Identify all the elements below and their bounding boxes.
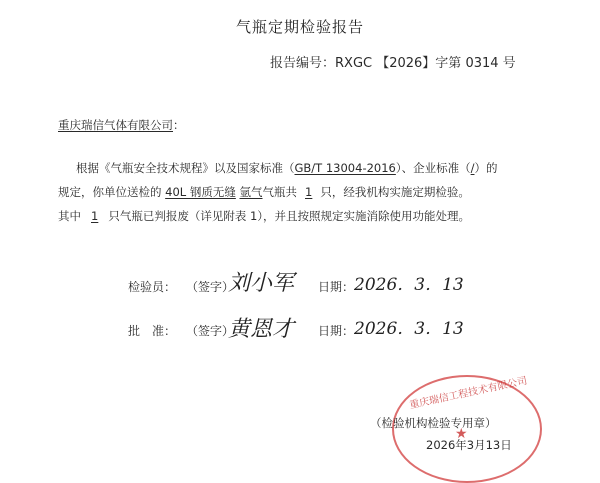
- total-count: 1: [305, 185, 313, 199]
- seal-org-text: 重庆瑞信工程技术有限公司: [408, 375, 529, 412]
- gas-type: 氩气: [239, 185, 263, 199]
- recipient-colon: ：: [173, 118, 185, 132]
- line2-prefix: 规定，你单位送检的: [58, 185, 162, 199]
- seal-label: （检验机构检验专用章）: [370, 416, 497, 430]
- enterprise-standard: /: [470, 161, 475, 175]
- seal-date: 2026年3月13日: [426, 438, 512, 452]
- body-line-1: [76, 160, 497, 176]
- seal-star-icon: ★: [455, 426, 468, 442]
- national-standard: GB/T 13004-2016: [294, 161, 396, 175]
- line1-prefix: 根据《气瓶安全技术规程》以及国家标准（: [76, 161, 295, 175]
- line3-suffix: 只气瓶已判报废（详见附表 1），并且按照规定实施消除使用功能处理。: [108, 209, 471, 223]
- line2-mid: 气瓶共: [262, 185, 298, 199]
- body-line-3: [58, 208, 470, 224]
- approver-sign-label: （签字）: [186, 324, 235, 338]
- cylinder-spec: 40L 钢质无缝: [165, 185, 236, 199]
- recipient-name: 重庆瑞信气体有限公司: [58, 118, 173, 132]
- inspector-signature: 刘小军: [228, 271, 295, 296]
- inspector-date-label: 日期：: [318, 280, 355, 294]
- line2-suffix: 只，经我机构实施定期检验。: [320, 185, 470, 199]
- body-line-2: [58, 184, 470, 200]
- scrap-count: 1: [91, 209, 99, 223]
- inspector-sign-label: （签字）: [186, 280, 235, 294]
- document-title: 气瓶定期检验报告: [235, 18, 364, 36]
- recipient-line: [58, 117, 185, 133]
- line3-prefix: 其中: [58, 209, 81, 223]
- approver-role: 批 准：: [128, 324, 177, 338]
- approver-date: 2026．3．13: [354, 319, 464, 339]
- line1-mid: ）、企业标准（: [395, 161, 471, 175]
- report-number: 报告编号：RXGC 【2026】字第 0314 号: [270, 56, 516, 71]
- approver-date-label: 日期：: [318, 324, 355, 338]
- line1-suffix: ）的: [474, 161, 498, 175]
- inspector-date: 2026．3．13: [354, 275, 464, 295]
- inspector-role: 检验员：: [128, 280, 177, 294]
- approver-signature: 黄恩才: [228, 317, 295, 342]
